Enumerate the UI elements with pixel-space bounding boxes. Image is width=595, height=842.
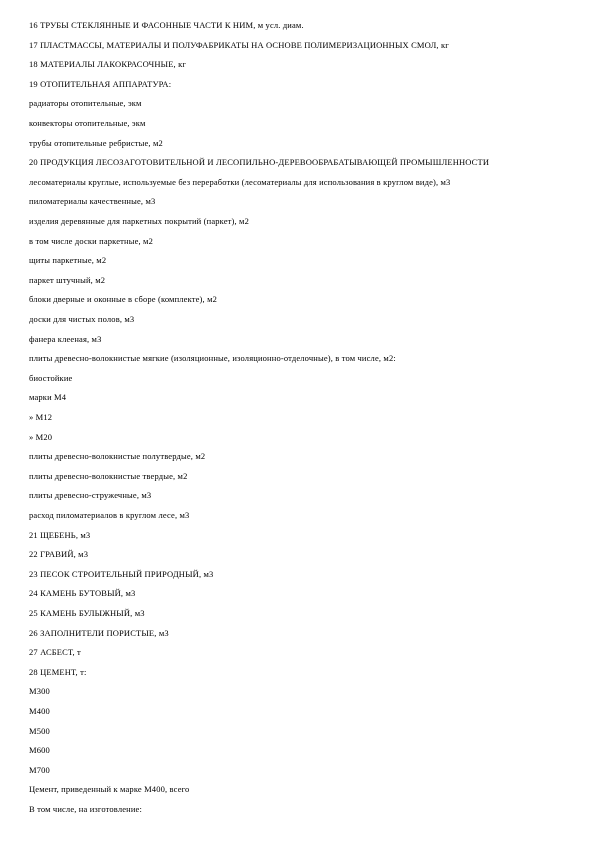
text-line: М500 xyxy=(29,725,50,736)
text-line: в том числе доски паркетные, м2 xyxy=(29,235,153,246)
text-line: блоки дверные и оконные в сборе (комплекте), м2 xyxy=(29,294,218,305)
text-line: 22 ГРАВИЙ, м3 xyxy=(29,549,89,560)
text-line: 20 ПРОДУКЦИЯ ЛЕСОЗАГОТОВИТЕЛЬНОЙ И ЛЕСОПИЛЬНО-ДЕРЕВООБРАБАТЫВАЮЩЕЙ ПРОМЫШЛЕННОСТИ xyxy=(29,157,490,168)
text-line: 21 ЩЕБЕНЬ, м3 xyxy=(29,529,91,540)
text-line: 26 ЗАПОЛНИТЕЛИ ПОРИСТЫЕ, м3 xyxy=(29,627,169,638)
text-line: Цемент, приведенный к марке М400, всего xyxy=(29,784,190,795)
text-line: 25 КАМЕНЬ БУЛЫЖНЫЙ, м3 xyxy=(29,608,145,618)
text-line: конвекторы отопительные, экм xyxy=(29,118,146,128)
text-line: 24 КАМЕНЬ БУТОВЫЙ, м3 xyxy=(29,588,136,599)
text-line: 23 ПЕСОК СТРОИТЕЛЬНЫЙ ПРИРОДНЫЙ, м3 xyxy=(29,568,214,579)
text-line: плиты древесно-стружечные, м3 xyxy=(29,490,152,501)
text-line: М400 xyxy=(29,706,50,716)
text-line: лесоматериалы круглые, используемые без переработки (лесоматериалы для использования в круглом виде), м3 xyxy=(29,176,451,187)
text-line: изделия деревянные для паркетных покрытий (паркет), м2 xyxy=(29,216,249,226)
text-line: марки М4 xyxy=(29,392,67,403)
text-line: М700 xyxy=(29,764,50,775)
text-line: плиты древесно-волокнистые полутвердые, м2 xyxy=(29,451,206,462)
text-line: 18 МАТЕРИАЛЫ ЛАКОКРАСОЧНЫЕ, кг xyxy=(29,59,187,70)
text-line: трубы отопительные ребристые, м2 xyxy=(29,137,163,148)
text-line: паркет штучный, м2 xyxy=(29,274,106,285)
text-line: плиты древесно-волокнистые мягкие (изоляционные, изоляционно-отделочные), в том числе, м2: xyxy=(29,353,396,364)
text-line: М600 xyxy=(29,745,50,756)
text-line: 27 АСБЕСТ, т xyxy=(29,647,81,658)
text-line: щиты паркетные, м2 xyxy=(29,255,107,266)
text-line: М300 xyxy=(29,686,50,697)
text-line: плиты древесно-волокнистые твердые, м2 xyxy=(29,470,188,481)
text-line: » М20 xyxy=(29,431,53,442)
text-line: 16 ТРУБЫ СТЕКЛЯННЫЕ И ФАСОННЫЕ ЧАСТИ К НИМ, м усл. диам. xyxy=(29,20,304,30)
text-line: пиломатериалы качественные, м3 xyxy=(29,196,156,207)
text-line: В том числе, на изготовление: xyxy=(29,804,142,814)
text-line: 17 ПЛАСТМАССЫ, МАТЕРИАЛЫ И ПОЛУФАБРИКАТЫ НА ОСНОВЕ ПОЛИМЕРИЗАЦИОННЫХ СМОЛ, кг xyxy=(29,39,449,50)
text-line: биостойкие xyxy=(29,372,73,383)
text-line: фанера клееная, м3 xyxy=(29,333,102,344)
text-line: доски для чистых полов, м3 xyxy=(29,314,135,324)
text-line: 28 ЦЕМЕНТ, т: xyxy=(29,666,87,677)
text-line: расход пиломатериалов в круглом лесе, м3 xyxy=(29,510,190,520)
text-line: радиаторы отопительные, экм xyxy=(29,98,142,109)
text-line: » М12 xyxy=(29,412,53,422)
text-line: 19 ОТОПИТЕЛЬНАЯ АППАРАТУРА: xyxy=(29,78,172,89)
